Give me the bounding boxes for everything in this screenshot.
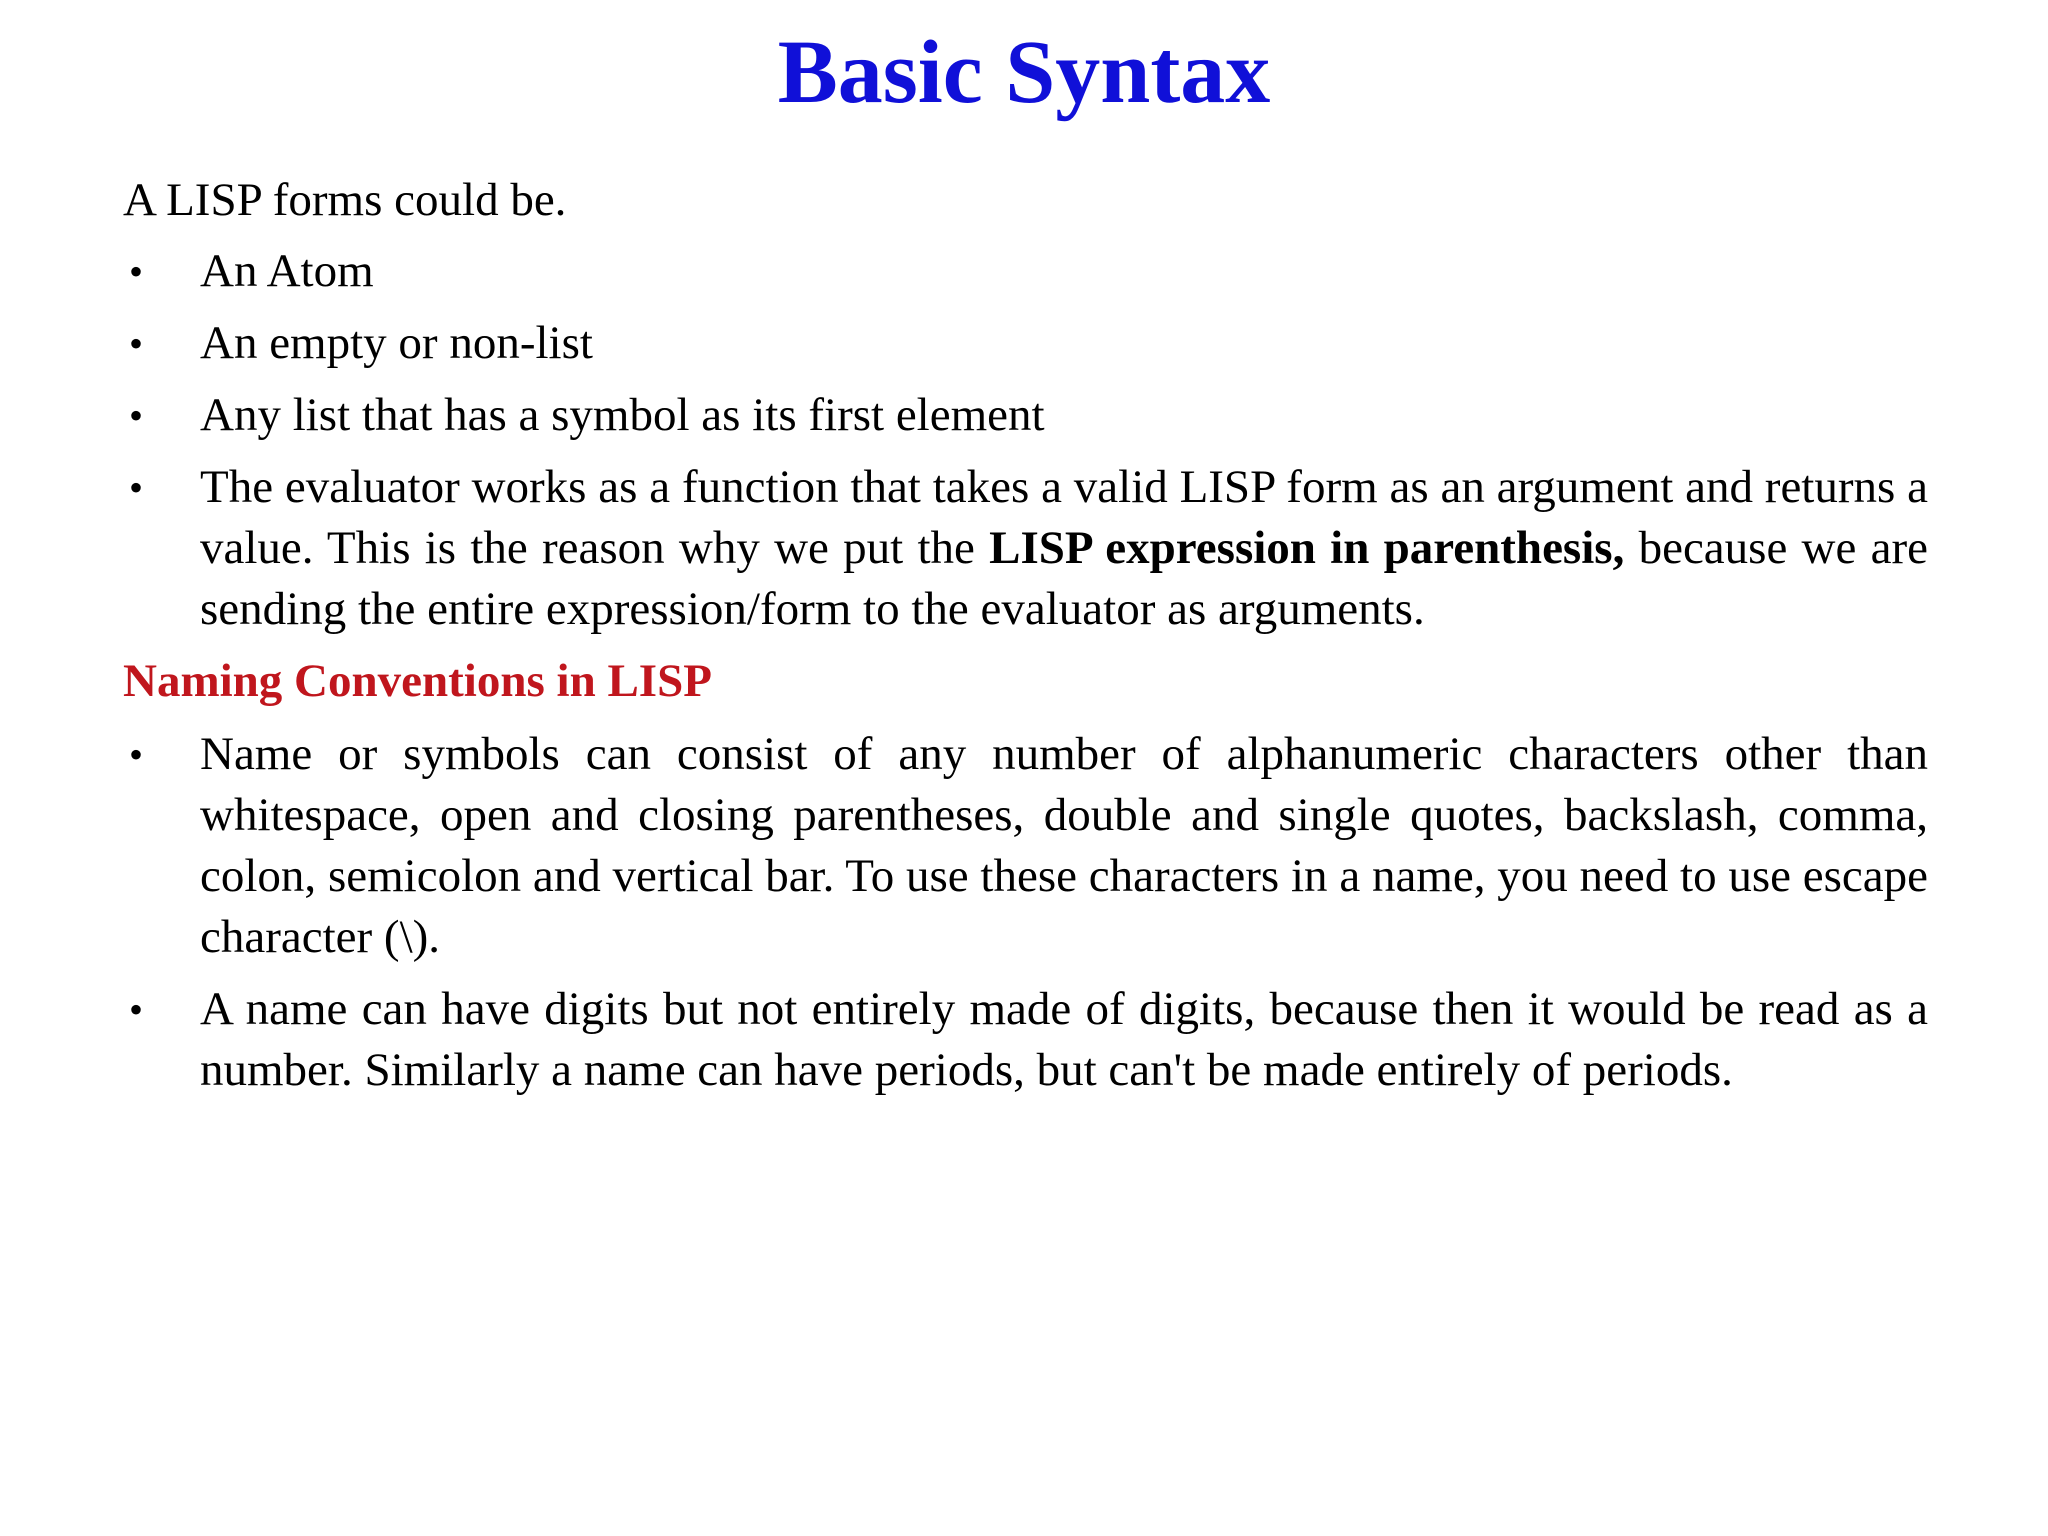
bullet-icon: • bbox=[129, 321, 144, 366]
slide-content bbox=[123, 170, 1928, 1112]
list-item-text: Name or symbols can consist of any number of alphanumeric characters other than whitespace, open and closing parentheses, double and single quotes, backslash, comma, colon, semicolon and vertical bar. To use these characters in a name, you need to use escape character (\). bbox=[200, 728, 1928, 963]
forms-list bbox=[123, 241, 1928, 640]
list-item bbox=[123, 979, 1928, 1101]
section-heading: Naming Conventions in LISP bbox=[123, 655, 712, 707]
bold-emphasis: LISP expression in parenthesis, bbox=[989, 522, 1625, 574]
intro-text: A LISP forms could be. bbox=[123, 174, 567, 226]
list-item bbox=[123, 241, 1928, 302]
list-item bbox=[123, 385, 1928, 446]
naming-conventions-list bbox=[123, 724, 1928, 1101]
bullet-icon: • bbox=[129, 465, 144, 510]
bullet-icon: • bbox=[129, 732, 144, 777]
bullet-icon: • bbox=[129, 249, 144, 294]
list-item bbox=[123, 457, 1928, 640]
list-item-text: A name can have digits but not entirely made of digits, because then it would be read as a number. Similarly a name can have periods, but can't be made entirely of periods. bbox=[200, 983, 1928, 1096]
list-item-text bbox=[200, 461, 1928, 635]
bullet-icon: • bbox=[129, 393, 144, 438]
list-item-text: An empty or non-list bbox=[200, 317, 593, 369]
list-item-text: An Atom bbox=[200, 245, 374, 297]
bullet-icon: • bbox=[129, 987, 144, 1032]
list-item-text-end: because we are sending the entire expression/form to the evaluator as arguments. bbox=[200, 522, 1928, 635]
slide-title: Basic Syntax bbox=[777, 23, 1271, 122]
list-item bbox=[123, 724, 1928, 968]
list-item-text: Any list that has a symbol as its first element bbox=[200, 389, 1045, 441]
list-item bbox=[123, 313, 1928, 374]
list-item-text-start: The evaluator works as a function that takes a valid LISP form as an argument and returns a value. This is the reason why we put the bbox=[200, 461, 1928, 574]
